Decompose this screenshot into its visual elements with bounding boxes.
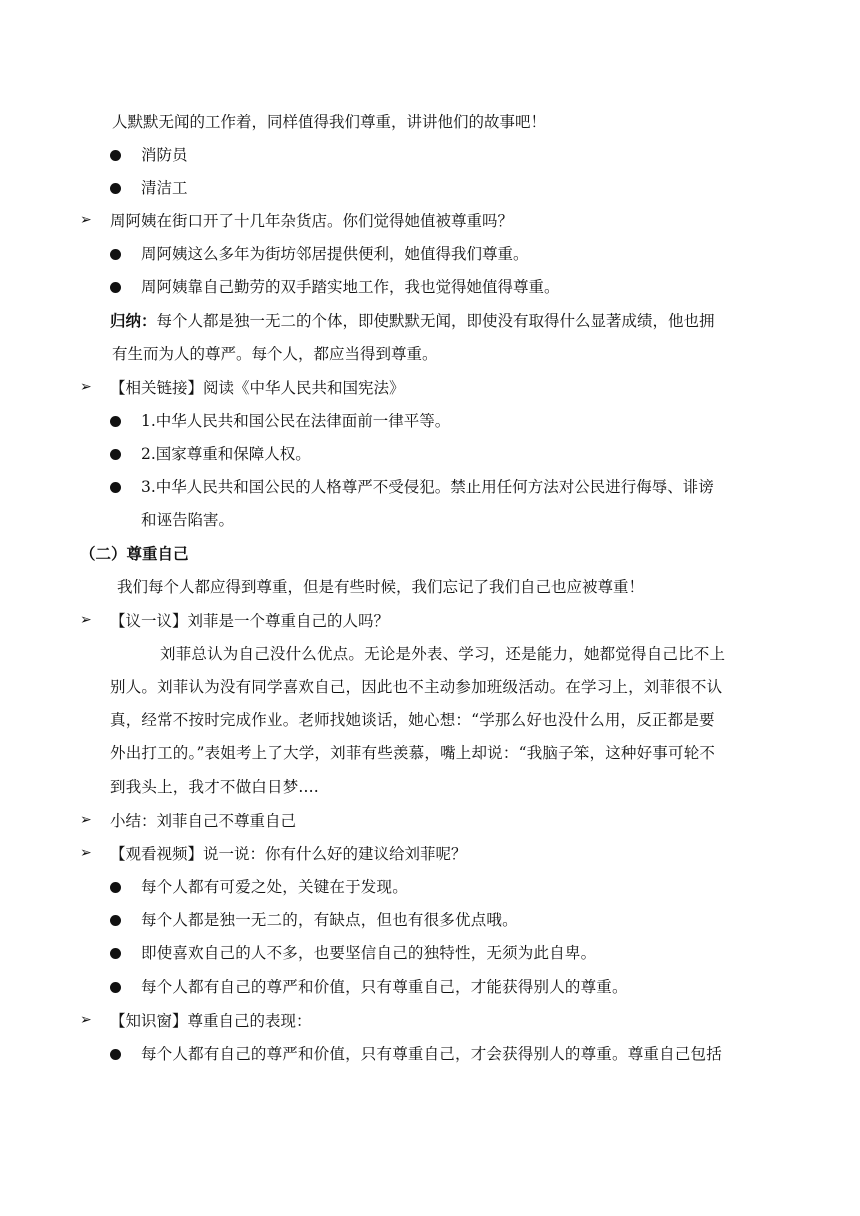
video-heading: 【观看视频】说一说：你有什么好的建议给刘菲呢？	[110, 845, 467, 863]
arrow-bullet-icon: ➢	[80, 212, 92, 228]
arrow-bullet-icon: ➢	[80, 379, 92, 395]
bullet-dot	[110, 183, 121, 194]
list-item: 周阿姨靠自己勤劳的双手踏实地工作，我也觉得她值得尊重。	[141, 278, 560, 296]
law-item: 3.中华人民共和国公民的人格尊严不受侵犯。禁止用任何方法对公民进行侮辱、诽谤	[141, 478, 714, 496]
suggestion-item: 每个人都有可爱之处，关键在于发现。	[141, 878, 408, 896]
law-item-continued: 和诬告陷害。	[141, 511, 235, 529]
arrow-bullet-icon: ➢	[80, 612, 92, 628]
arrow-bullet-icon: ➢	[80, 845, 92, 861]
question-zhou: 周阿姨在街口开了十几年杂货店。你们觉得她值被尊重吗？	[110, 212, 514, 230]
link-heading: 【相关链接】阅读《中华人民共和国宪法》	[110, 379, 405, 397]
suggestion-item: 即使喜欢自己的人不多，也要坚信自己的独特性，无须为此自卑。	[141, 944, 597, 962]
list-item: 周阿姨这么多年为街坊邻居提供便利，她值得我们尊重。	[141, 245, 529, 263]
list-item: 清洁工	[141, 179, 188, 197]
bullet-dot	[110, 882, 121, 893]
story-line: 外出打工的。”表姐考上了大学，刘菲有些羡慕，嘴上却说：“我脑子笨，这种好事可轮不	[110, 744, 716, 762]
bullet-dot	[110, 482, 121, 493]
bullet-dot	[110, 948, 121, 959]
bullet-dot	[110, 982, 121, 993]
story-line: 真，经常不按时完成作业。老师找她谈话，她心想：“学那么好也没什么用，反正都是要	[110, 711, 715, 729]
list-item: 消防员	[141, 146, 188, 164]
story-line: 刘菲总认为自己没什么优点。无论是外表、学习，还是能力，她都觉得自己比不上	[160, 645, 726, 663]
discuss-heading: 【议一议】刘菲是一个尊重自己的人吗？	[110, 612, 390, 630]
knowledge-heading: 【知识窗】尊重自己的表现：	[110, 1012, 312, 1030]
bullet-dot	[110, 416, 121, 427]
section-heading: （二）尊重自己	[80, 544, 189, 563]
summary-line-1	[110, 311, 715, 331]
section-intro: 我们每个人都应得到尊重，但是有些时候，我们忘记了我们自己也应被尊重！	[117, 578, 645, 596]
summary-line-2: 有生而为人的尊严。每个人，都应当得到尊重。	[112, 345, 438, 363]
story-line: 别人。刘菲认为没有同学喜欢自己，因此也不主动参加班级活动。在学习上，刘菲很不认	[110, 678, 723, 696]
summary-text: 每个人都是独一无二的个体，即使默默无闻，即使没有取得什么显著成绩，他也拥	[156, 312, 715, 330]
bullet-dot	[110, 449, 121, 460]
story-line: 到我头上，我才不做白日梦....	[110, 778, 319, 796]
suggestion-item: 每个人都有自己的尊严和价值，只有尊重自己，才能获得别人的尊重。	[141, 978, 628, 996]
arrow-bullet-icon: ➢	[80, 812, 92, 828]
bullet-dot	[110, 915, 121, 926]
knowledge-item: 每个人都有自己的尊严和价值，只有尊重自己，才会获得别人的尊重。尊重自己包括	[141, 1045, 722, 1063]
arrow-bullet-icon: ➢	[80, 1012, 92, 1028]
suggestion-item: 每个人都是独一无二的，有缺点，但也有很多优点哦。	[141, 911, 518, 929]
intro-line: 人默默无闻的工作着，同样值得我们尊重，讲讲他们的故事吧！	[112, 113, 547, 131]
bullet-dot	[110, 1049, 121, 1060]
summary-label: 归纳：	[110, 311, 157, 330]
law-item: 1.中华人民共和国公民在法律面前一律平等。	[141, 412, 451, 430]
bullet-dot	[110, 249, 121, 260]
law-item: 2.国家尊重和保障人权。	[141, 445, 311, 463]
bullet-dot	[110, 150, 121, 161]
conclusion: 小结：刘菲自己不尊重自己	[110, 812, 297, 830]
bullet-dot	[110, 282, 121, 293]
